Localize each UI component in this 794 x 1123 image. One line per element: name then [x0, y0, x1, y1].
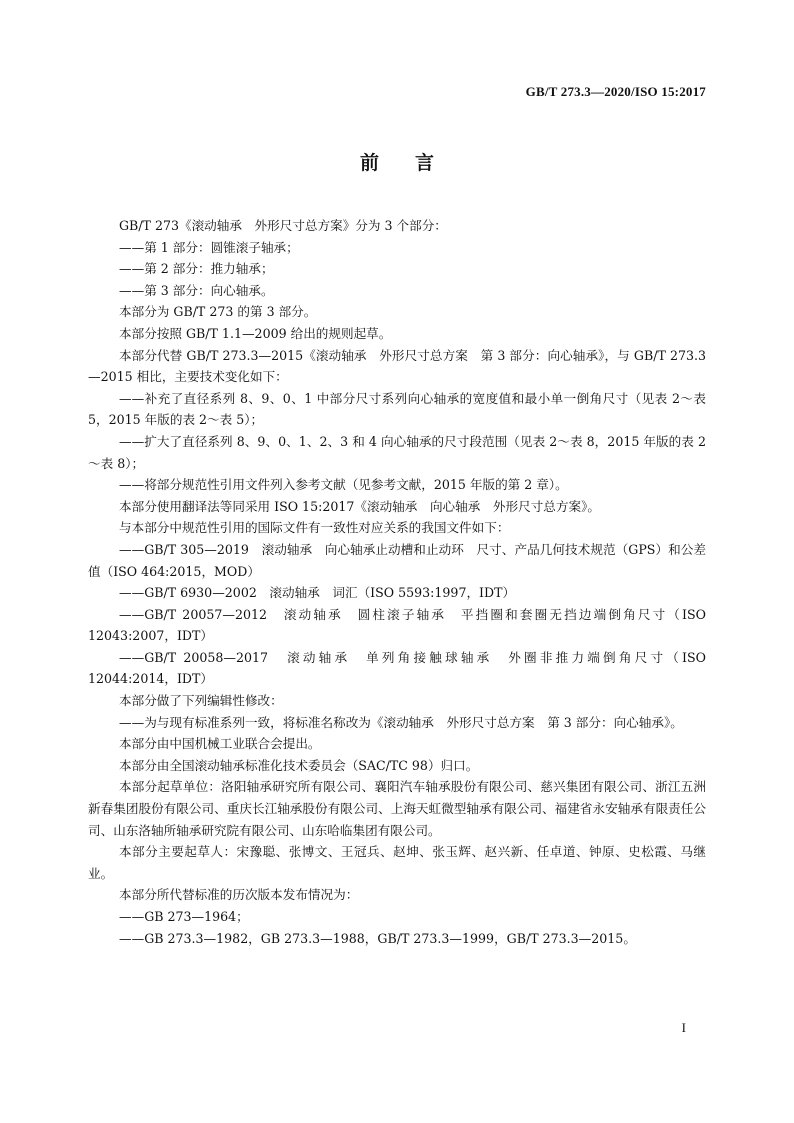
list-item: ——GB 273—1964； [119, 909, 249, 924]
paragraph: 本部分使用翻译法等同采用 ISO 15:2017《滚动轴承 向心轴承 外形尺寸总方案》。 [119, 498, 600, 514]
paragraph: 本部分做了下列编辑性修改： [119, 693, 283, 709]
page-number: I [681, 1020, 686, 1035]
paragraph: 本部分所代替标准的历次版本发布情况为： [119, 887, 359, 903]
list-item: ——GB/T 6930—2002 滚动轴承 词汇（ISO 5593:1997，IDT） [119, 585, 516, 601]
list-item: ——为与现有标准系列一致，将标准名称改为《滚动轴承 外形尺寸总方案 第 3 部分：向心轴承》。 [119, 714, 683, 730]
list-item: ——扩大了直径系列 8、9、0、1、2、3 和 4 向心轴承的尺寸段范围（见表 2～表 8，2015 年版的表 2～表 8）； [88, 433, 706, 471]
list-item: ——第 1 部分：圆锥滚子轴承； [119, 239, 299, 255]
list-item: ——GB/T 305—2019 滚动轴承 向心轴承止动槽和止动环 尺寸、产品几何技术规范（GPS）和公差值（ISO 464:2015，MOD） [88, 541, 706, 579]
list-item: ——补充了直径系列 8、9、0、1 中部分尺寸系列向心轴承的宽度值和最小单一倒角尺寸（见表 2～表 5，2015 年版的表 2～表 5）； [88, 390, 706, 428]
page-title: 前言 [359, 152, 470, 174]
paragraph: 本部分由中国机械工业联合会提出。 [119, 736, 321, 752]
list-item: ——GB/T 20058—2017 滚动轴承 单列角接触球轴承 外圈非推力端倒角尺寸（ISO 12044:2014，IDT） [88, 649, 706, 687]
list-item: ——GB 273.3—1982，GB 273.3—1988，GB/T 273.3—1999，GB/T 273.3—2015。 [119, 930, 636, 946]
paragraph: 本部分由全国滚动轴承标准化技术委员会（SAC/TC 98）归口。 [119, 757, 479, 773]
list-item: ——第 3 部分：向心轴承。 [119, 282, 274, 298]
paragraph: 本部分代替 GB/T 273.3—2015《滚动轴承 外形尺寸总方案 第 3 部分：向心轴承》，与 GB/T 273.3—2015 相比，主要技术变化如下： [88, 347, 706, 385]
list-item: ——GB/T 20057—2012 滚动轴承 圆柱滚子轴承 平挡圈和套圈无挡边端倒角尺寸（ISO 12043:2007，IDT） [88, 606, 706, 644]
paragraph: 本部分起草单位：洛阳轴承研究所有限公司、襄阳汽车轴承股份有限公司、慈兴集团有限公司、浙江五洲新春集团股份有限公司、重庆长江轴承股份有限公司、上海天虹微型轴承有限公司、福建省永安轴承有限责任公司、山东洛轴所轴承研究院有限公司、山东哈临集团有限公司。 [88, 779, 706, 838]
list-item: ——将部分规范性引用文件列入参考文献（见参考文献，2015 年版的第 2 章）。 [119, 477, 568, 493]
paragraph: GB/T 273《滚动轴承 外形尺寸总方案》分为 3 个部分： [119, 218, 447, 233]
paragraph: 本部分为 GB/T 273 的第 3 部分。 [119, 304, 317, 320]
list-item: ——第 2 部分：推力轴承； [119, 261, 274, 277]
foreword-body [88, 215, 706, 949]
paragraph: 与本部分中规范性引用的国际文件有一致性对应关系的我国文件如下： [119, 520, 510, 536]
standard-code: GB/T 273.3—2020/ISO 15:2017 [525, 84, 706, 99]
paragraph: 本部分主要起草人：宋豫聪、张博文、王冠兵、赵坤、张玉辉、赵兴新、任卓道、钟原、史松霞、马继业。 [88, 844, 706, 881]
paragraph: 本部分按照 GB/T 1.1—2009 给出的规则起草。 [119, 325, 392, 341]
